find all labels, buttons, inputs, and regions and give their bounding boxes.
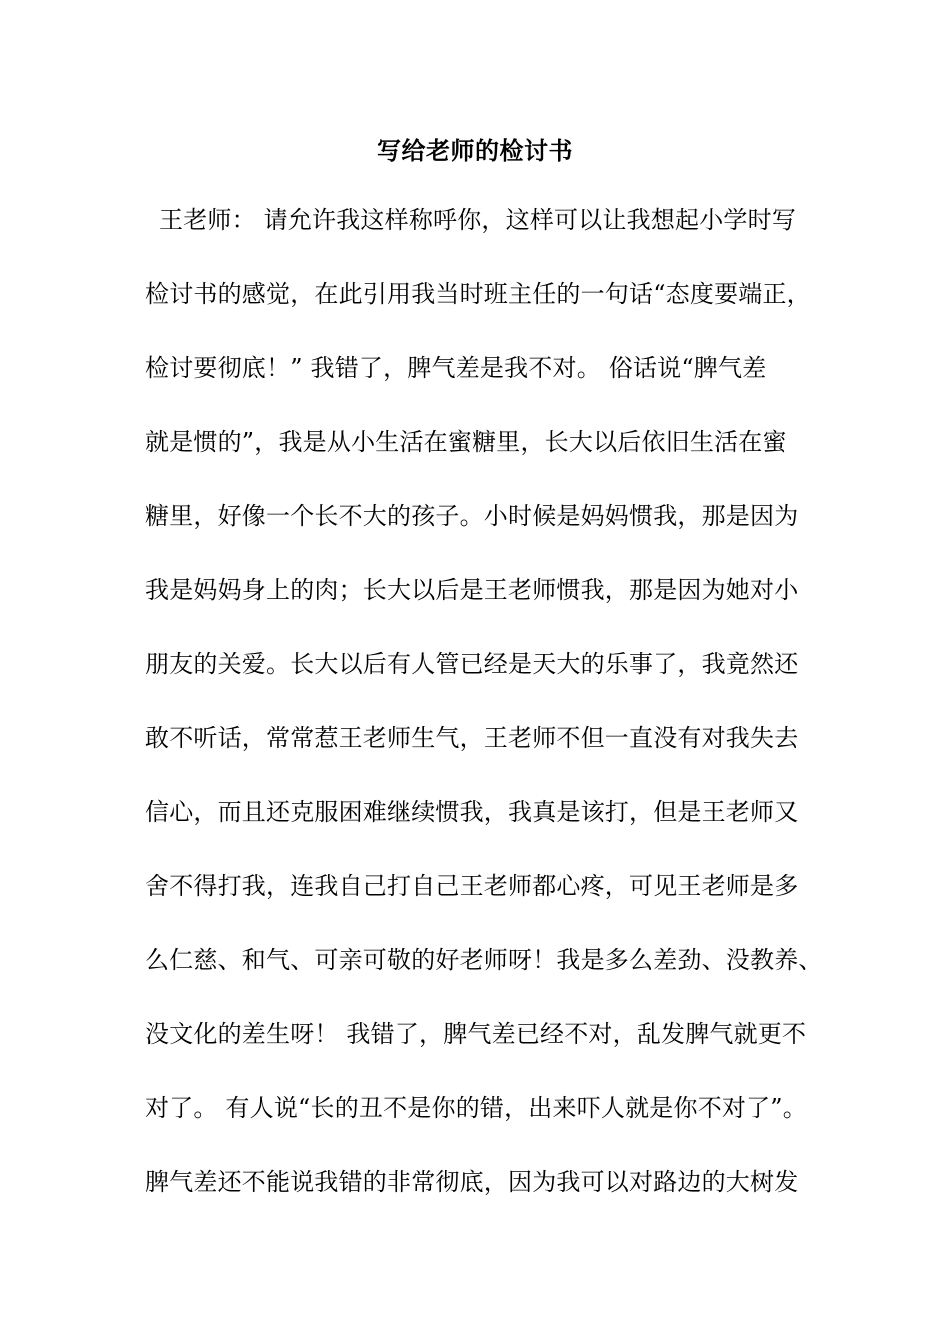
body-line: 对了。 有人说“长的丑不是你的错，出来吓人就是你不对了”。 <box>145 1094 807 1122</box>
body-line: 王老师： 请允许我这样称呼你，这样可以让我想起小学时写 <box>159 206 797 234</box>
body-line: 敢不听话，常常惹王老师生气，王老师不但一直没有对我失去 <box>145 724 799 752</box>
body-line: 检讨书的感觉，在此引用我当时班主任的一句话“态度要端正， <box>145 280 811 308</box>
body-line: 没文化的差生呀！ 我错了，脾气差已经不对，乱发脾气就更不 <box>145 1020 807 1048</box>
body-line: 我是妈妈身上的肉；长大以后是王老师惯我，那是因为她对小 <box>145 576 799 604</box>
document-title: 写给老师的检讨书 <box>377 136 573 165</box>
body-line: 舍不得打我，连我自己打自己王老师都心疼，可见王老师是多 <box>145 872 799 900</box>
body-line: 信心，而且还克服困难继续惯我，我真是该打，但是王老师又 <box>145 798 799 826</box>
body-line: 朋友的关爱。长大以后有人管已经是天大的乐事了，我竟然还 <box>145 650 799 678</box>
body-line: 检讨要彻底！” 我错了，脾气差是我不对。 俗话说“脾气差 <box>145 354 767 382</box>
body-line: 就是惯的”，我是从小生活在蜜糖里，长大以后依旧生活在蜜 <box>145 428 787 456</box>
body-line: 么仁慈、和气、可亲可敬的好老师呀！我是多么差劲、没教养、 <box>145 946 823 974</box>
body-line: 脾气差还不能说我错的非常彻底，因为我可以对路边的大树发 <box>145 1168 799 1196</box>
document-body <box>145 183 835 1219</box>
body-line: 糖里，好像一个长不大的孩子。小时候是妈妈惯我，那是因为 <box>145 502 799 530</box>
